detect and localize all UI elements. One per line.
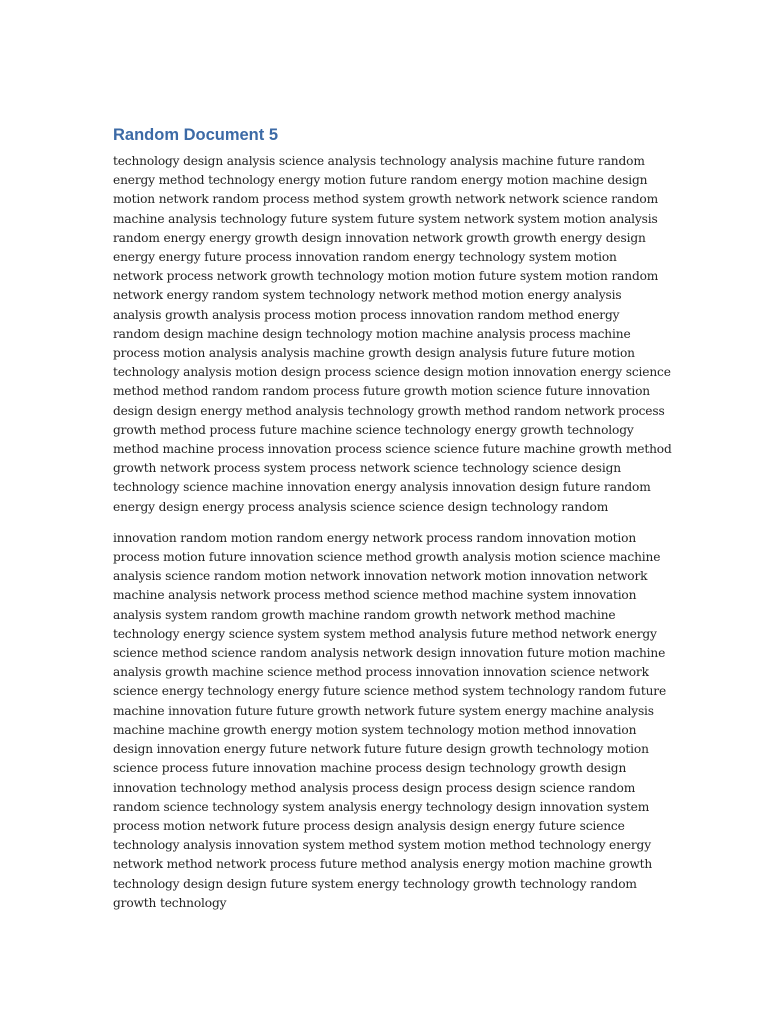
text-line: process motion future innovation science method growth analysis motion science machine xyxy=(113,550,661,565)
text-line: science process future innovation machine process design technology growth design xyxy=(113,761,627,776)
text-line: technology design analysis science analysis technology analysis machine future random xyxy=(113,154,645,168)
text-line: analysis growth analysis process motion process innovation random method energy xyxy=(113,307,620,322)
paragraph-2 xyxy=(113,529,667,913)
text-line: innovation random motion random energy network process random innovation motion xyxy=(113,530,637,545)
paragraph-spacer xyxy=(113,517,658,529)
text-line: method machine process innovation process science science future machine growth method xyxy=(113,442,672,457)
text-line: analysis science random motion network innovation network motion innovation network xyxy=(113,569,648,584)
text-line: technology science machine innovation energy analysis innovation design future random xyxy=(113,480,651,495)
text-line: technology analysis motion design process science design motion innovation energy science xyxy=(113,365,671,380)
text-line: random energy energy growth design innovation network growth growth energy design xyxy=(113,230,646,245)
text-line: motion network random process method system growth network network science random xyxy=(113,192,659,207)
text-line: machine machine growth energy motion system technology motion method innovation xyxy=(113,722,637,737)
document-title: Random Document 5 xyxy=(113,126,279,144)
text-line: process motion network future process design analysis design energy future science xyxy=(113,818,625,833)
text-line: random science technology system analysis energy technology design innovation system xyxy=(113,799,650,814)
text-line: random design machine design technology motion machine analysis process machine xyxy=(113,326,631,341)
text-line: technology design design future system energy technology growth technology random xyxy=(113,876,637,891)
text-line: analysis system random growth machine random growth network method machine xyxy=(113,607,616,622)
text-line: design design energy method analysis technology growth method random network process xyxy=(113,403,665,418)
text-line: technology analysis innovation system method system motion method technology energy xyxy=(113,838,651,853)
text-line: design innovation energy future network future future design growth technology motion xyxy=(113,742,649,757)
text-line: energy method technology energy motion future random energy motion machine design xyxy=(113,173,648,188)
text-line: method method random random process future growth motion science future innovation xyxy=(113,384,650,399)
text-line: network process network growth technology motion motion future system motion random xyxy=(113,269,659,284)
text-line: science energy technology energy future science method system technology random future xyxy=(113,684,667,699)
text-line: science method science random analysis network design innovation future motion machine xyxy=(113,646,666,661)
text-line: energy design energy process analysis science science design technology random xyxy=(113,499,609,514)
text-line: process motion analysis analysis machine growth design analysis future future motion xyxy=(113,346,635,361)
text-line: machine analysis network process method science method machine system innovation xyxy=(113,588,637,603)
text-line: machine innovation future future growth network future system energy machine analysis xyxy=(113,703,654,718)
text-line: machine analysis technology future system future system network system motion analysis xyxy=(113,211,658,226)
text-line: analysis growth machine science method process innovation innovation science network xyxy=(113,665,649,680)
text-line: innovation technology method analysis process design process design science random xyxy=(113,780,636,795)
paragraph-1 xyxy=(113,152,672,517)
document-body xyxy=(113,124,672,913)
text-line: growth network process system process network science technology science design xyxy=(113,461,621,476)
text-line: network energy random system technology network method motion energy analysis xyxy=(113,288,622,303)
text-line: energy energy future process innovation random energy technology system motion xyxy=(113,250,617,265)
text-line: technology energy science system system method analysis future method network energy xyxy=(113,626,657,641)
text-line: growth technology xyxy=(113,895,227,910)
text-line: growth method process future machine science technology energy growth technology xyxy=(113,422,634,437)
text-line: network method network process future method analysis energy motion machine growth xyxy=(113,857,653,872)
